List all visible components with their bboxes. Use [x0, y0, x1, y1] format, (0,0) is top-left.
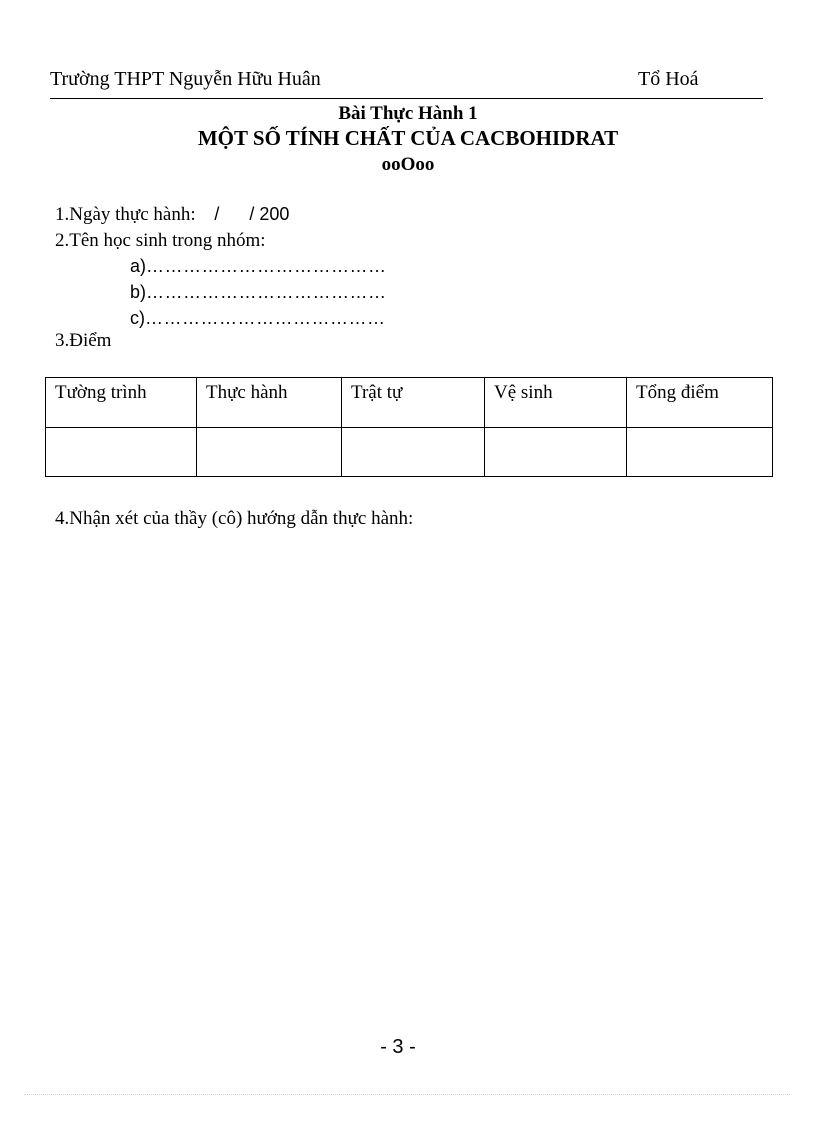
- header-practice: Thực hành: [197, 378, 342, 428]
- header-report: Tường trình: [46, 378, 197, 428]
- title-separator: ooOoo: [381, 154, 435, 175]
- students-label: 2.Tên học sinh trong nhóm:: [55, 230, 266, 251]
- header-total: Tổng điểm: [627, 378, 773, 428]
- practice-date: [55, 204, 289, 226]
- page-bottom-divider: [24, 1094, 790, 1095]
- header-divider: [50, 98, 763, 99]
- department-name: Tổ Hoá: [638, 68, 699, 90]
- header-order: Trật tự: [342, 378, 485, 428]
- student-name-blank[interactable]: …………………………………: [145, 308, 386, 328]
- student-line-b: [130, 282, 387, 304]
- score-order-cell[interactable]: [342, 428, 485, 477]
- score-table: [45, 377, 773, 477]
- header-hygiene: Vệ sinh: [485, 378, 627, 428]
- practice-date-blank[interactable]: / / 200: [214, 204, 290, 224]
- score-label: 3.Điểm: [55, 330, 112, 351]
- score-total-cell[interactable]: [627, 428, 773, 477]
- page-number: - 3 -: [380, 1036, 416, 1058]
- score-table-header-row: [46, 378, 773, 428]
- page-title: MỘT SỐ TÍNH CHẤT CỦA CACBOHIDRAT: [197, 126, 619, 150]
- score-report-cell[interactable]: [46, 428, 197, 477]
- practice-date-label: 1.Ngày thực hành:: [55, 204, 196, 225]
- score-table-value-row: [46, 428, 773, 477]
- student-line-c: [130, 308, 386, 330]
- student-marker: c): [130, 308, 145, 328]
- student-name-blank[interactable]: …………………………………: [146, 256, 387, 276]
- teacher-comment-label: 4.Nhận xét của thầy (cô) hướng dẫn thực hành:: [55, 508, 414, 529]
- student-marker: b): [130, 282, 147, 302]
- student-marker: a): [130, 256, 147, 276]
- score-hygiene-cell[interactable]: [485, 428, 627, 477]
- school-name: Trường THPT Nguyễn Hữu Huân: [50, 68, 321, 90]
- student-name-blank[interactable]: …………………………………: [146, 282, 387, 302]
- score-practice-cell[interactable]: [197, 428, 342, 477]
- lesson-title: Bài Thực Hành 1: [338, 103, 478, 124]
- student-line-a: [130, 256, 387, 278]
